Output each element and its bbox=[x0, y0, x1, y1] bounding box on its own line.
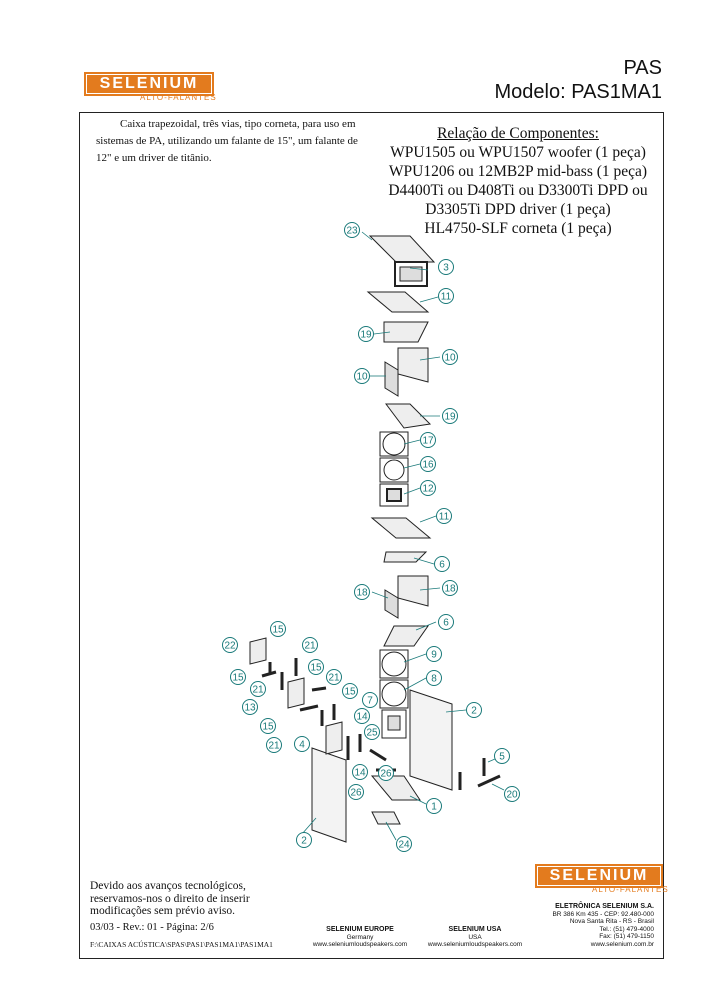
callout-label-16: 16 bbox=[422, 459, 434, 471]
callout-label-17: 17 bbox=[422, 435, 434, 447]
callout-label-10: 10 bbox=[356, 371, 368, 383]
address-line: BR 386 Km 435 - CEP: 92.480-000 bbox=[552, 910, 654, 918]
brand-name: SELENIUM bbox=[549, 867, 649, 884]
address-line: Nova Santa Rita - RS - Brasil bbox=[569, 918, 654, 925]
panel-10-right bbox=[398, 348, 428, 382]
panel-22 bbox=[250, 638, 266, 664]
callout-label-21: 21 bbox=[328, 672, 340, 684]
callout-label-6: 6 bbox=[439, 559, 445, 571]
callout-label-1: 1 bbox=[431, 801, 437, 813]
footer-notice bbox=[90, 880, 310, 918]
callout-label-14: 14 bbox=[354, 767, 366, 779]
component-item: WPU1206 ou 12MB2P mid-bass (1 peça) bbox=[388, 163, 648, 180]
callout-label-8: 8 bbox=[431, 673, 437, 685]
component-item: HL4750-SLF corneta (1 peça) bbox=[424, 220, 612, 237]
callout-label-5: 5 bbox=[499, 751, 505, 763]
panel-10-left bbox=[385, 362, 398, 396]
callout-label-11: 11 bbox=[440, 291, 452, 303]
website: www.selenium.com.br bbox=[590, 940, 654, 948]
brand-subtitle: ALTO-FALANTES bbox=[140, 93, 217, 102]
company-name: ELETRÔNICA SELENIUM S.A. bbox=[555, 903, 654, 910]
europe-country: Germany bbox=[346, 933, 374, 941]
callout-label-24: 24 bbox=[398, 839, 410, 851]
notice-line: modificações sem prévio aviso. bbox=[90, 905, 235, 917]
title-line1: PAS bbox=[623, 57, 662, 79]
callout-label-18: 18 bbox=[444, 583, 456, 595]
footer-usa bbox=[420, 926, 530, 949]
callout-label-2: 2 bbox=[301, 835, 307, 847]
component-item: D3305Ti DPD driver (1 peça) bbox=[425, 201, 611, 218]
callout-label-11: 11 bbox=[438, 511, 450, 523]
side-panel-2-right bbox=[410, 690, 452, 790]
callout-label-18: 18 bbox=[356, 587, 368, 599]
callout-label-15: 15 bbox=[272, 624, 284, 636]
usa-country: USA bbox=[468, 933, 482, 941]
side-panel-2-left bbox=[312, 748, 346, 842]
callout-label-6: 6 bbox=[443, 617, 449, 629]
footer-europe bbox=[290, 926, 430, 949]
callout-label-12: 12 bbox=[422, 483, 434, 495]
callout-label-14: 14 bbox=[356, 711, 368, 723]
callout-label-10: 10 bbox=[444, 352, 456, 364]
callout-label-15: 15 bbox=[262, 721, 274, 733]
callout-label-19: 19 bbox=[360, 329, 372, 341]
callout-label-4: 4 bbox=[299, 739, 305, 751]
component-item: WPU1505 ou WPU1507 woofer (1 peça) bbox=[390, 144, 646, 161]
panel-13 bbox=[288, 678, 304, 708]
callout-label-25: 25 bbox=[366, 727, 378, 739]
title-line2: Modelo: PAS1MA1 bbox=[494, 81, 662, 103]
bottom-1 bbox=[372, 776, 420, 800]
panel-18-right bbox=[398, 576, 428, 606]
callout-label-3: 3 bbox=[443, 262, 449, 274]
callout-label-22: 22 bbox=[224, 640, 236, 652]
panel-11-mid bbox=[372, 518, 430, 538]
callout-label-15: 15 bbox=[310, 662, 322, 674]
callout-label-15: 15 bbox=[232, 672, 244, 684]
usa-title: SELENIUM USA bbox=[448, 926, 502, 933]
panel-19-top bbox=[384, 322, 428, 342]
usa-site: www.seleniumloudspeakers.com bbox=[427, 941, 523, 948]
callout-label-21: 21 bbox=[268, 740, 280, 752]
phone: Tel.: (51) 479-4000 bbox=[599, 925, 654, 933]
company-info bbox=[530, 903, 654, 948]
panel-4 bbox=[326, 722, 342, 754]
callout-label-19: 19 bbox=[444, 411, 456, 423]
description: Caixa trapezoidal, três vias, tipo corneta, para uso em sistemas de PA, utilizando um falante de 15", um falante de 12" e um driver de titânio. bbox=[96, 118, 358, 164]
component-item: D4400Ti ou D408Ti ou D3300Ti DPD ou bbox=[388, 182, 648, 199]
revision-info: 03/03 - Rev.: 01 - Página: 2/6 bbox=[90, 922, 214, 933]
panel-18-left bbox=[385, 590, 398, 618]
notice-line: reservamos-nos o direito de inserir bbox=[90, 892, 250, 905]
callout-label-21: 21 bbox=[304, 640, 316, 652]
panel-23 bbox=[370, 236, 434, 262]
notice-line: Devido aos avanços tecnológicos, bbox=[90, 880, 246, 892]
callout-label-7: 7 bbox=[367, 695, 373, 707]
components-heading: Relação de Componentes: bbox=[437, 125, 599, 142]
callout-label-9: 9 bbox=[431, 649, 437, 661]
callout-label-26: 26 bbox=[380, 768, 392, 780]
brand-name: SELENIUM bbox=[99, 75, 199, 92]
file-path: F:\CAIXAS ACÚSTICA\SPAS\PAS1\PAS1MA1\PAS1MA1 bbox=[90, 940, 273, 949]
callout-label-23: 23 bbox=[346, 225, 358, 237]
panel-6-mid bbox=[384, 626, 428, 646]
europe-title: SELENIUM EUROPE bbox=[326, 926, 394, 933]
callout-label-20: 20 bbox=[506, 789, 518, 801]
callout-label-13: 13 bbox=[244, 702, 256, 714]
callout-label-15: 15 bbox=[344, 686, 356, 698]
europe-site: www.seleniumloudspeakers.com bbox=[312, 941, 408, 948]
panel-11-top bbox=[368, 292, 428, 312]
panel-6-top bbox=[384, 552, 426, 562]
fax: Fax: (51) 479-1150 bbox=[599, 933, 654, 940]
brand-subtitle: ALTO-FALANTES bbox=[592, 885, 669, 894]
callout-label-2: 2 bbox=[471, 705, 477, 717]
callout-label-26: 26 bbox=[350, 787, 362, 799]
callout-label-21: 21 bbox=[252, 684, 264, 696]
